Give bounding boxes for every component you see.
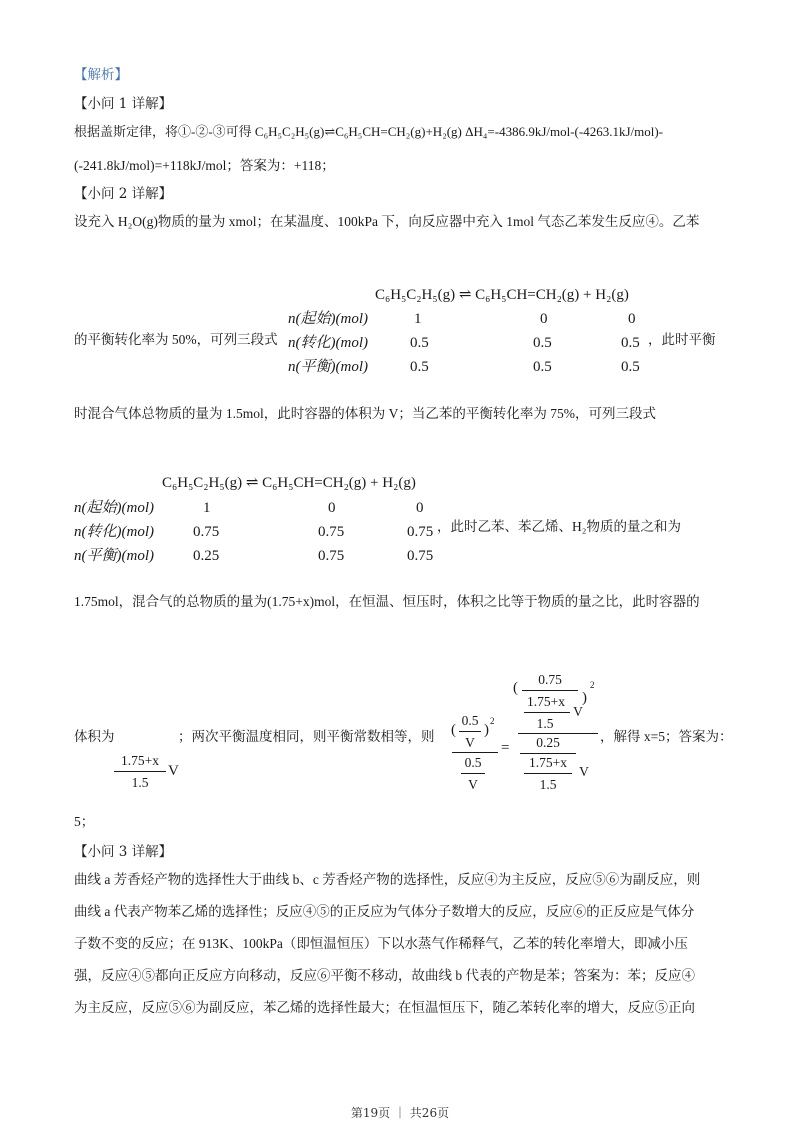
q2-line-2-prefix: 的平衡转化率为 50%，可列三段式: [74, 332, 278, 347]
right-mid: 1.5: [536, 716, 554, 731]
left-den-den: V: [468, 777, 478, 792]
q3-line: 子数不变的反应；在 913K、100kPa（即恒温恒压）下以水蒸气作稀释气，乙苯的转化率增大，即减小压: [74, 936, 688, 951]
right-exponent: 2: [590, 680, 595, 690]
left-exponent: 2: [490, 716, 495, 726]
table1-row-label: n(平衡)(mol): [288, 359, 368, 375]
q3-line: 曲线 a 芳香烃产物的选择性大于曲线 b、c 芳香烃产物的选择性，反应④为主反应，反应⑤⑥为副反应，则: [74, 872, 701, 887]
right-paren-close: ): [582, 690, 587, 706]
table1-cell: 0: [628, 311, 636, 327]
fraction-bar: [522, 690, 578, 691]
q2-heading: 【小问 2 详解】: [74, 186, 173, 202]
table1-row-label: n(转化)(mol): [288, 335, 368, 351]
table2-cell: 0: [416, 500, 424, 516]
table2-cell: 0.75: [318, 524, 345, 540]
volume-frac-num: 1.75+x: [121, 753, 159, 768]
table1-row-label: n(起始)(mol): [288, 311, 368, 327]
table1-cell: 0.5: [410, 359, 429, 375]
table2-cell: 0.75: [407, 524, 434, 540]
table2-row-label: n(平衡)(mol): [74, 548, 154, 564]
table2-equation: C₆H₅C₂H₅(g) ⇌ C₆H₅CH=CH₂(g) + H₂(g): [162, 475, 416, 491]
right-inner-num: 0.75: [538, 672, 562, 687]
q3-line: 曲线 a 代表产物苯乙烯的选择性；反应④⑤的正反应为气体分子数增大的反应，反应⑥的正反应是气体分: [74, 904, 695, 919]
q2-line-5: 1.75mol，混合气的总物质的量为(1.75+x)mol，在恒温、恒压时，体积之比等于物质的量之比，此时容器的: [74, 594, 700, 609]
right-den-mid: 1.75+x: [529, 755, 567, 770]
fraction-bar: [461, 773, 485, 774]
q2-line-6-a: 体积为: [74, 729, 115, 744]
right-inner-den: V: [573, 704, 583, 719]
volume-frac-tail: V: [168, 763, 179, 779]
right-den-den: 1.5: [539, 777, 557, 792]
table2-row-label: n(起始)(mol): [74, 500, 154, 516]
table1-cell: 0.5: [410, 335, 429, 351]
table2-cell: 0.75: [318, 548, 345, 564]
table1-equation: C₆H₅C₂H₅(g) ⇌ C₆H₅CH=CH₂(g) + H₂(g): [375, 287, 629, 303]
q3-heading: 【小问 3 详解】: [74, 844, 173, 860]
q2-line-7: 5；: [74, 814, 95, 829]
q2-line-6-c: ，解得 x=5；答案为：: [600, 729, 733, 744]
table2-cell: 0.75: [193, 524, 220, 540]
left-paren-open: (: [451, 722, 456, 738]
table2-cell: 0: [328, 500, 336, 516]
table2-cell: 1: [203, 500, 211, 516]
q2-line-1: 设充入 H₂O(g)物质的量为 xmol；在某温度、100kPa 下，向反应器中充入 1mol 气态乙苯发生反应④。乙苯: [74, 214, 700, 229]
table1-cell: 0.5: [621, 335, 640, 351]
volume-frac-den: 1.5: [131, 775, 149, 790]
table2-cell: 0.25: [193, 548, 220, 564]
q2-line-4-suffix: ，此时乙苯、苯乙烯、H₂物质的量之和为: [437, 519, 681, 534]
q3-line: 为主反应，反应⑤⑥为副反应，苯乙烯的选择性最大；在恒温恒压下，随乙苯转化率的增大，反应⑤正向: [74, 1000, 695, 1015]
left-paren-close: ): [484, 722, 489, 738]
table2-cell: 0.75: [407, 548, 434, 564]
right-den-num: 0.25: [536, 735, 560, 750]
q2-line-2-suffix: ，此时平衡: [648, 332, 716, 347]
q1-line-2: (-241.8kJ/mol)=+118kJ/mol；答案为：+118；: [74, 158, 335, 173]
equals-sign: =: [501, 740, 510, 756]
left-inner-num: 0.5: [461, 713, 479, 728]
q2-line-6-b: ；两次平衡温度相同，则平衡常数相等，则: [178, 729, 435, 744]
q2-line-3: 时混合气体总物质的量为 1.5mol，此时容器的体积为 V；当乙苯的平衡转化率为 75%，可列三段式: [74, 406, 656, 421]
table1-cell: 0.5: [621, 359, 640, 375]
table2-row-label: n(转化)(mol): [74, 524, 154, 540]
fraction-bar: [459, 731, 481, 732]
fraction-bar: [520, 753, 576, 754]
page-footer: 第19页 ｜ 共26页: [350, 1106, 450, 1120]
left-inner-den: V: [465, 735, 475, 750]
fraction-bar: [524, 712, 570, 713]
q3-line: 强，反应④⑤都向正反应方向移动，反应⑥平衡不移动，故曲线 b 代表的产物是苯；答案为：苯；反应④: [74, 968, 695, 983]
left-den-num: 0.5: [464, 755, 482, 770]
main-fraction-bar-right: [518, 733, 598, 734]
right-paren-open: (: [513, 680, 518, 696]
table1-cell: 0.5: [533, 359, 552, 375]
table1-cell: 0.5: [533, 335, 552, 351]
table1-cell: 0: [540, 311, 548, 327]
right-inner-mid: 1.75+x: [527, 694, 565, 709]
q1-line-1: 根据盖斯定律，将①-②-③可得 C₆H₅C₂H₅(g)⇌C₆H₅CH=CH₂(g)+H₂(g) ΔH₄=-4386.9kJ/mol-(-4263.1kJ/mol)-: [74, 124, 664, 139]
q1-heading: 【小问 1 详解】: [74, 96, 173, 112]
right-den-tail: V: [579, 764, 589, 779]
section-label: 【解析】: [74, 67, 128, 83]
fraction-bar: [114, 771, 166, 772]
main-fraction-bar-left: [452, 752, 498, 753]
table1-cell: 1: [414, 311, 422, 327]
fraction-bar: [524, 773, 572, 774]
